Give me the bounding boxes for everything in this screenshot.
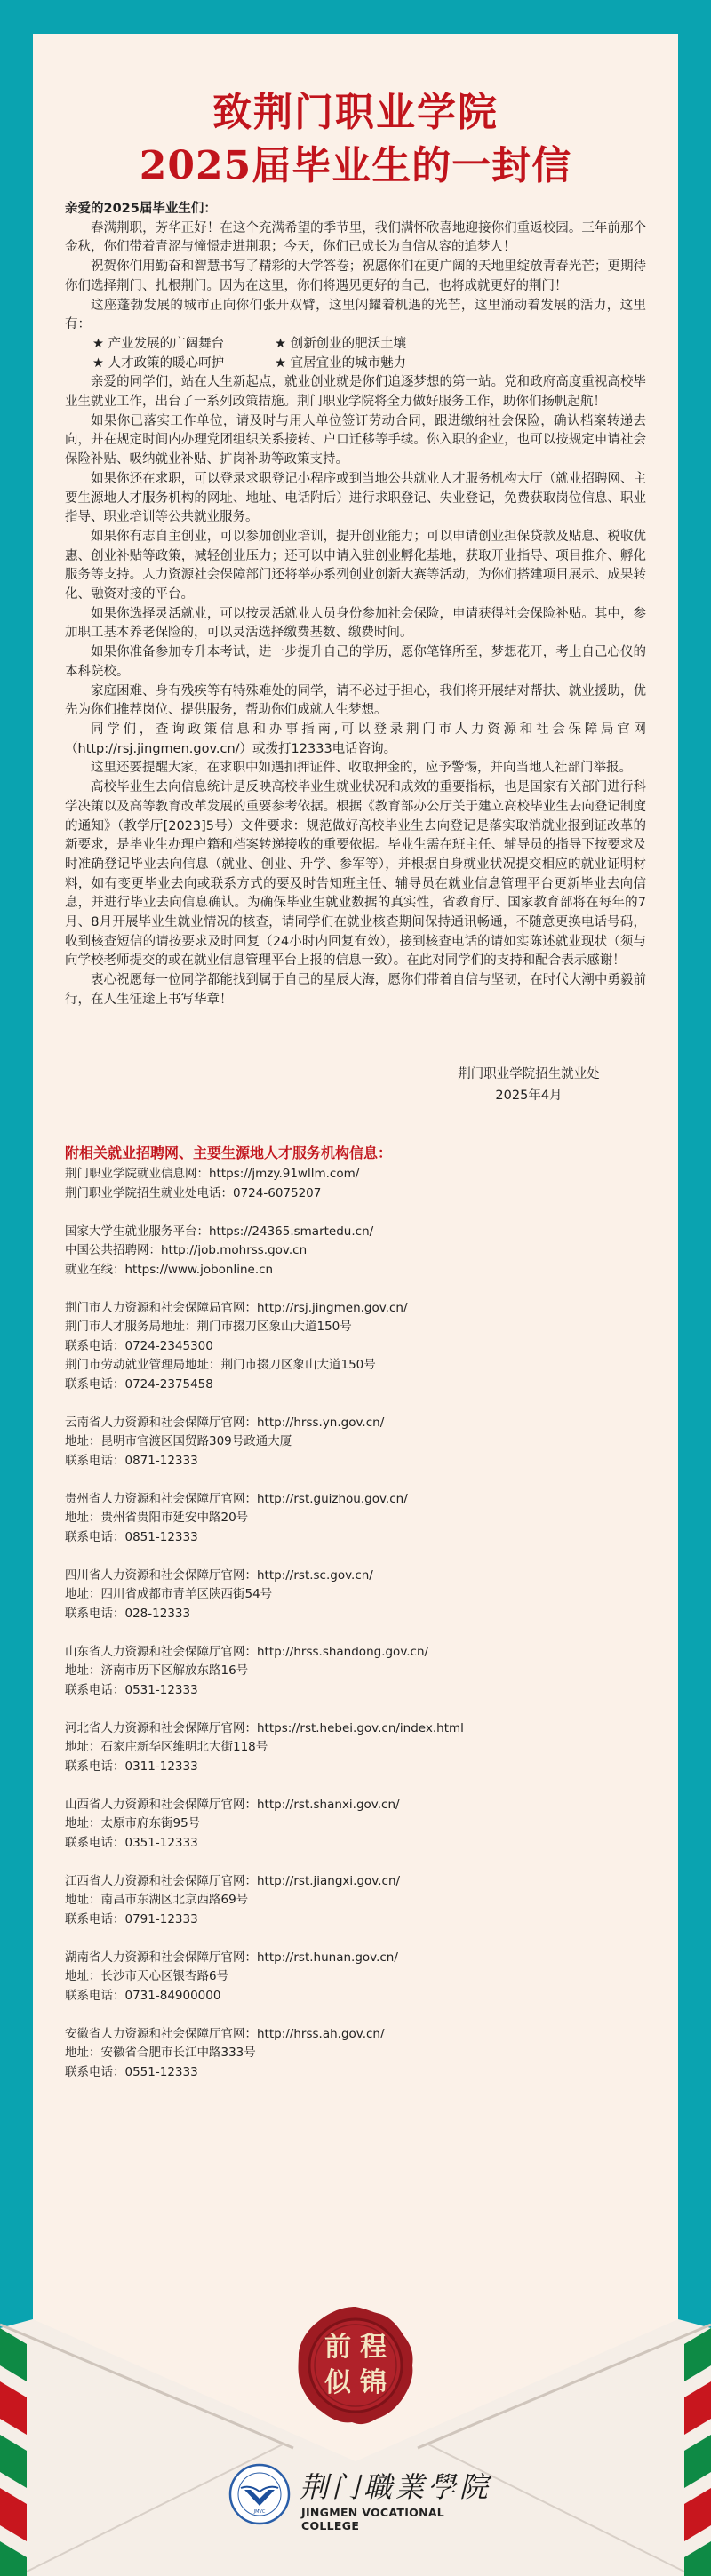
signature-date: 2025年4月 (495, 1089, 563, 1103)
contact-group (65, 1643, 646, 1701)
contact-line: 联系电话：0531-12333 (65, 1682, 198, 1697)
contact-line: 中国公共招聘网：http://job.mohrss.gov.cn (65, 1243, 308, 1257)
contact-line: 山东省人力资源和社会保障厅官网：http://hrss.shandong.gov.cn/ (65, 1644, 429, 1659)
contact-line: 联系电话：0791-12333 (65, 1911, 198, 1926)
paragraph: 这座蓬勃发展的城市正向你们张开双臂，这里闪耀着机遇的光芒，这里涌动着发展的活力，这里有： (65, 298, 646, 332)
contact-line: 地址：石家庄新华区维明北大街118号 (65, 1740, 268, 1754)
contact-line: 国家大学生就业服务平台：https://24365.smartedu.cn/ (65, 1224, 374, 1239)
city-highlights (65, 335, 646, 373)
contact-line: 荆门职业学院招生就业处电话：0724-6075207 (65, 1185, 322, 1200)
paragraph: 如果你准备参加专升本考试，进一步提升自己的学历，愿你笔锋所至，梦想花开，考上自己心仪的本科院校。 (65, 645, 646, 679)
contact-group (65, 1299, 646, 1395)
salutation: 亲爱的2025届毕业生们： (65, 202, 217, 216)
svg-text:JMVC: JMVC (253, 2509, 266, 2515)
contact-line: 云南省人力资源和社会保障厅官网：http://hrss.yn.gov.cn/ (65, 1415, 385, 1430)
contact-line: 就业在线：https://www.jobonline.cn (65, 1262, 274, 1277)
contact-line: 联系电话：0311-12333 (65, 1759, 198, 1774)
contact-line: 荆门市劳动就业管理局地址：荆门市掇刀区象山大道150号 (65, 1358, 376, 1372)
contact-group (65, 1796, 646, 1854)
signature (435, 1064, 622, 1106)
page-title-line2: 2025届毕业生的一封信 (139, 143, 572, 188)
highlight-item: ★ 人才政策的暖心呵护 (92, 355, 225, 371)
contact-line: 安徽省人力资源和社会保障厅官网：http://hrss.ah.gov.cn/ (65, 2026, 385, 2041)
contact-group (65, 2025, 646, 2083)
contact-line: 地址：昆明市官渡区国贸路309号政通大厦 (65, 1434, 292, 1448)
contact-line: 贵州省人力资源和社会保障厅官网：http://rst.guizhou.gov.cn/ (65, 1491, 408, 1506)
appendix-title: 附相关就业招聘网、主要生源地人才服务机构信息： (65, 1144, 393, 1161)
paragraph: 如果你选择灵活就业，可以按灵活就业人员身份参加社会保险，申请获得社会保险补贴。其中，参加职工基本养老保险的，可以灵活选择缴费基数、缴费时间。 (65, 606, 646, 641)
contact-line: 荆门市人才服务局地址：荆门市掇刀区象山大道150号 (65, 1320, 352, 1334)
contact-line: 联系电话：0731-84900000 (65, 1988, 221, 2003)
wax-seal (293, 2303, 418, 2428)
contact-line: 山西省人力资源和社会保障厅官网：http://rst.shanxi.gov.cn/ (65, 1797, 400, 1812)
contact-line: 湖南省人力资源和社会保障厅官网：http://rst.hunan.gov.cn/ (65, 1950, 398, 1965)
paragraph: 春满荆职，芳华正好！在这个充满希望的季节里，我们满怀欣喜地迎接你们重返校园。三年前那个金秋，你们带着青涩与憧憬走进荆职；今天，你们已成长为自信从容的追梦人！ (65, 220, 646, 255)
contact-line: 联系电话：0351-12333 (65, 1835, 198, 1850)
paragraph: 如果你有志自主创业，可以参加创业培训，提升创业能力；可以申请创业担保贷款及贴息、税收优惠、创业补贴等政策，减轻创业压力；还可以申请入驻创业孵化基地，获取开业指导、项目推介、孵化服务等支持。人力资源社会保障部门还将举办系列创业创新大赛等活动，为你们搭建项目展示、成果转化、融资对接的平台。 (65, 529, 646, 602)
contact-line: 联系电话：0551-12333 (65, 2064, 198, 2079)
page-title-line1: 致荆门职业学院 (212, 90, 499, 135)
contact-line: 四川省人力资源和社会保障厅官网：http://rst.sc.gov.cn/ (65, 1567, 373, 1583)
contact-group (65, 1165, 646, 1203)
paragraph: 高校毕业生去向信息统计是反映高校毕业生就业状况和成效的重要指标，也是国家有关部门进行科学决策以及高等教育改革发展的重要参考依据。根据《教育部办公厅关于建立高校毕业生去向登记制度的通知》（教学厅[2023]5号）文件要求：规范做好高校毕业生去向登记是落实取消就业报到证改革的新要求，是毕业生办理户籍和档案转递接收的重要依据。毕业生需在班主任、辅导员的指导下按要求及时准确登记毕业去向信息（就业、创业、升学、参军等），并根据自身就业状况提交相应的就业证明材料，如有变更毕业去向或联系方式的要及时告知班主任、辅导员在就业信息管理平台更新毕业去向信息，并进行毕业去向信息确认。为确保毕业生就业数据的真实性，省教育厅、国家教育部将在每年的7月、8月开展毕业生就业情况的核查，请同学们在就业核查期间保持通讯畅通，不随意更换电话号码，收到核查短信的请按要求及时回复（24小时内回复有效），接到核查电话的请如实陈述就业现状（须与向学校老师提交的或在就业信息管理平台上报的信息一致）。在此对同学们的支持和配合表示感谢！ (65, 780, 646, 969)
contact-line: 地址：长沙市天心区银杏路6号 (65, 1969, 229, 1983)
contact-line: 地址：太原市府东街95号 (65, 1816, 201, 1830)
highlight-item: ★ 创新创业的肥沃土壤 (275, 336, 407, 351)
college-logo (227, 2461, 493, 2532)
signature-org: 荆门职业学院招生就业处 (458, 1067, 600, 1081)
seal-char: 锦 (360, 2367, 387, 2398)
appendix-groups (65, 1165, 646, 2082)
contact-group (65, 1223, 646, 1280)
paragraph: 家庭困难、身有残疾等有特殊难处的同学，请不必过于担心，我们将开展结对帮扶、就业援助，优先为你们推荐岗位、提供服务，帮助你们成就人生梦想。 (65, 683, 646, 718)
letter-body (65, 200, 646, 1010)
contact-line: 联系电话：0871-12333 (65, 1453, 198, 1468)
contact-line: 地址：安徽省合肥市长江中路333号 (65, 2046, 256, 2060)
paragraph: 如果你还在求职，可以登录求职登记小程序或到当地公共就业人才服务机构大厅（就业招聘网、主要生源地人才服务机构的网址、地址、电话附后）进行求职登记、失业登记，免费获取岗位信息、职业指导、职业培训等公共就业服务。 (65, 471, 646, 525)
paragraph: 亲爱的同学们，站在人生新起点，就业创业就是你们追逐梦想的第一站。党和政府高度重视高校毕业生就业工作，出台了一系列政策措施。荆门职业学院将全力做好服务工作，助你们扬帆起航！ (65, 375, 646, 410)
contact-line: 地址：济南市历下区解放东路16号 (65, 1663, 249, 1678)
contact-line: 联系电话：028-12333 (65, 1606, 191, 1621)
college-name-cn: 荆门職業學院 (300, 2470, 492, 2504)
highlight-item: ★ 宜居宜业的城市魅力 (275, 355, 407, 371)
contact-line: 荆门市人力资源和社会保障局官网：http://rsj.jingmen.gov.cn/ (65, 1300, 408, 1315)
appendix (65, 1142, 646, 2101)
contact-group (65, 1949, 646, 2006)
contact-line: 地址：贵州省贵阳市延安中路20号 (65, 1511, 249, 1525)
contact-line: 地址：四川省成都市青羊区陕西街54号 (65, 1587, 273, 1601)
contact-group (65, 1414, 646, 1471)
seal-text (293, 2303, 418, 2428)
seal-char: 似 (324, 2367, 351, 2398)
contact-line: 江西省人力资源和社会保障厅官网：http://rst.jiangxi.gov.cn/ (65, 1873, 401, 1888)
paragraph: 如果你已落实工作单位，请及时与用人单位签订劳动合同，跟进缴纳社会保险，确认档案转递去向，并在规定时间内办理党团组织关系接转、户口迁移等手续。你入职的企业，也可以按规定申请社会保险补贴、吸纳就业补贴、扩岗补助等政策支持。 (65, 413, 646, 467)
contact-group (65, 1719, 646, 1777)
contact-line: 联系电话：0851-12333 (65, 1529, 198, 1544)
paragraph: 衷心祝愿每一位同学都能找到属于自己的星辰大海，愿你们带着自信与坚韧，在时代大潮中勇毅前行，在人生征途上书写华章！ (65, 973, 646, 1007)
college-name-en: JINGMEN VOCATIONAL COLLEGE (301, 2506, 445, 2532)
highlight-item: ★ 产业发展的广阔舞台 (92, 336, 225, 351)
contact-line: 联系电话：0724-2375458 (65, 1376, 213, 1392)
seal-char: 前 (324, 2332, 351, 2363)
contact-line: 联系电话：0724-2345300 (65, 1338, 213, 1353)
paragraph: 同学们，查询政策信息和办事指南,可以登录荆门市人力资源和社会保障局官网（http://rsj.jingmen.gov.cn/）或拨打12333电话咨询。 (65, 722, 646, 756)
contact-group (65, 1872, 646, 1930)
contact-line: 地址：南昌市东湖区北京西路69号 (65, 1893, 249, 1907)
contact-line: 河北省人力资源和社会保障厅官网：https://rst.hebei.gov.cn/index.html (65, 1720, 464, 1735)
contact-line: 荆门职业学院就业信息网：https://jmzy.91wllm.com/ (65, 1167, 360, 1181)
college-emblem-icon (228, 2463, 291, 2525)
contact-group (65, 1567, 646, 1624)
paragraph: 祝贺你们用勤奋和智慧书写了精彩的大学答卷；祝愿你们在更广阔的天地里绽放青春光芒；更期待你们选择荆门、扎根荆门。因为在这里，你们将遇见更好的自己，也将成就更好的荆门！ (65, 259, 646, 293)
paragraph: 这里还要提醒大家，在求职中如遇扣押证件、收取押金的，应予警惕，并向当地人社部门举报。 (91, 761, 632, 776)
seal-char: 程 (360, 2332, 387, 2363)
contact-group (65, 1490, 646, 1548)
